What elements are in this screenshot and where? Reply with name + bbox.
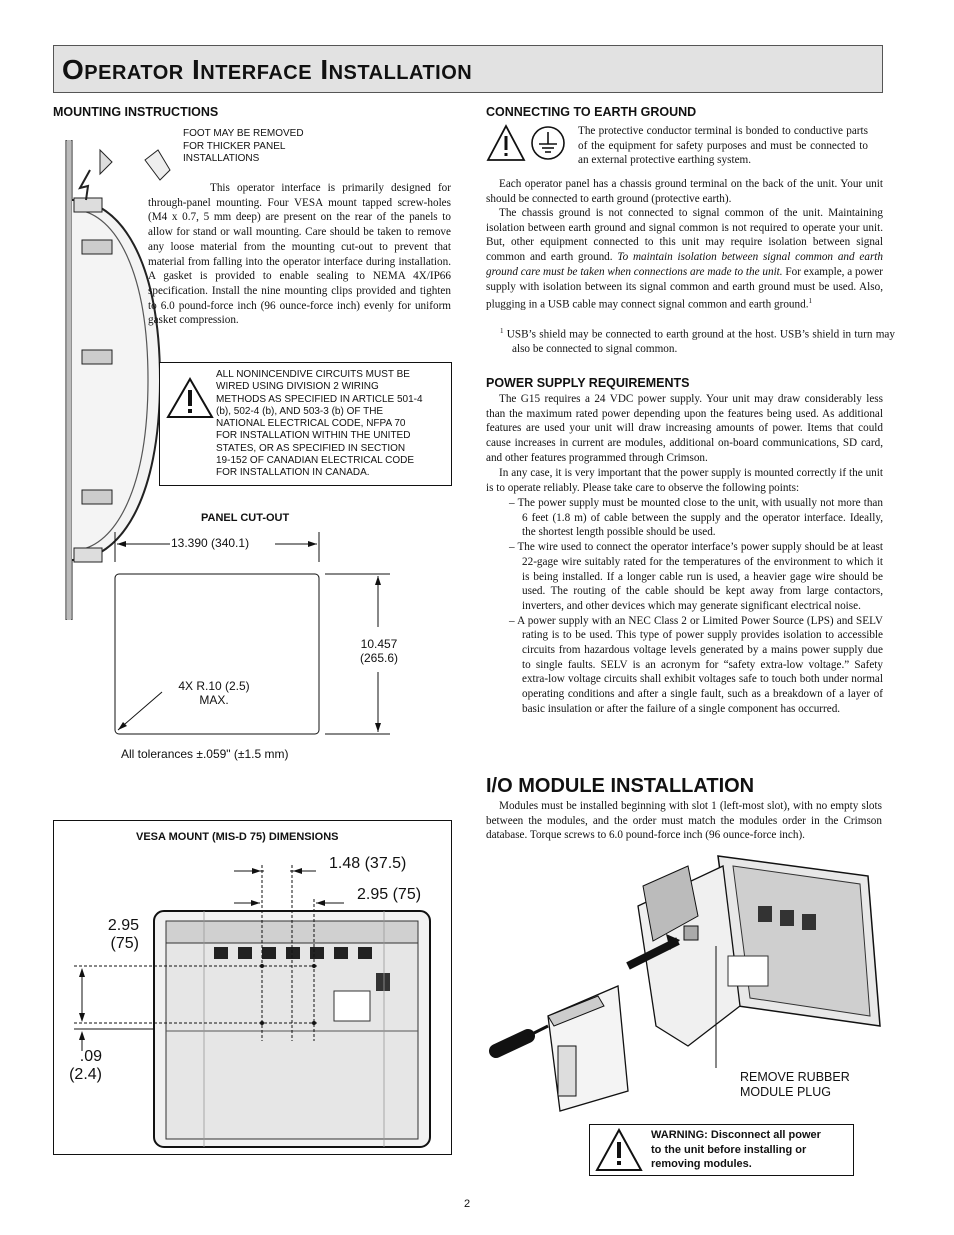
module-warning-line: WARNING: Disconnect all power (651, 1129, 821, 1141)
module-warning-box (589, 1124, 854, 1176)
power-bullets (486, 496, 883, 717)
nonincendive-warning-text (216, 369, 448, 480)
vesa-box (53, 820, 452, 1155)
foot-note-line: INSTALLATIONS (183, 153, 260, 164)
cutout-height-inch: 10.457 (360, 637, 398, 651)
vesa-dim-c (101, 917, 139, 953)
cutout-radius-label (168, 679, 260, 707)
vesa-heading: VESA MOUNT (MIS-D 75) DIMENSIONS (136, 831, 339, 843)
warning-triangle-icon (595, 1128, 643, 1172)
vesa-dim-a: 1.48 (37.5) (329, 855, 407, 872)
warning-line: FOR INSTALLATION WITHIN THE UNITED (216, 430, 411, 442)
protective-earth-icon (532, 127, 564, 159)
cutout-tolerance: All tolerances ±.059" (±1.5 mm) (121, 747, 289, 761)
earth-p2-italic: To maintain isolation between signal common and earth ground care must be taken when connections are made to the unit. (486, 251, 884, 278)
vesa-dim-d-mm: (2.4) (69, 1066, 102, 1083)
module-warning-line: to the unit before installing or (651, 1143, 807, 1156)
mounting-paragraph: This operator interface is primarily designed for through-panel mounting. Four VESA mount tapped screw-holes (M4 x 0.7, 5 mm deep) are present on the rear of the panels to allow for stand or wall mounting. Care should be taken to remove any loose material from the mounting cut-out to prevent that material from falling into the operator interface during installation. A gasket is provided to enable sealing to NEMA 4X/IP66 specification. Install the nine mounting clips provided and tighten to 6.0 pound-force inch (96 ounce-force inch) evenly for uniform gasket compression. (148, 182, 451, 327)
foot-note-line: FOOT MAY BE REMOVED (183, 128, 304, 139)
warning-line: NATIONAL ELECTRICAL CODE, NFPA 70 (216, 418, 406, 430)
cutout-height-label (355, 637, 403, 665)
earth-paragraph-2 (486, 206, 883, 313)
vesa-dim-d (64, 1048, 102, 1084)
power-paragraph-2: In any case, it is very important that the power supply is mounted correctly if the unit is to operate reliably. Please take care to observe the following points: (486, 467, 883, 494)
cutout-width-label: 13.390 (340.1) (171, 536, 250, 550)
vesa-dim-c-mm: (75) (110, 935, 139, 952)
page-title: Operator Interface Installation (62, 54, 473, 85)
vesa-dim-c-inch: 2.95 (107, 917, 139, 934)
cutout-height-mm: (265.6) (359, 651, 399, 665)
earth-heading: CONNECTING TO EARTH GROUND (486, 105, 697, 119)
io-paragraph: Modules must be installed beginning with slot 1 (left-most slot), with no empty slots between the modules, and the order must match the modules order in the Crimson database. Torque screws to 6.0 pound-force inch (96 ounce-force inch). (486, 800, 882, 842)
power-bullet: – A power supply with an NEC Class 2 or Limited Power Source (LPS) and SELV rating is to be used. This type of power supply provides isolation to accessible circuits from hazardous voltage levels generated by a mains power supply due to single faults. SELV is an acronym for “safety extra-low voltage.” Safety extra-low voltage circuits shall exhibit voltages safe to touch both under normal operating conditions and after a single fault, such as a breakdown of a layer of basic insulation or after the failure of a single component has occurred. (509, 614, 883, 715)
warning-line: STATES, OR AS SPECIFIED IN SECTION (216, 442, 406, 454)
earth-intro: The protective conductor terminal is bonded to conductive parts of the equipment for safety purposes and must be connected to an external protective earthing system. (578, 125, 868, 167)
cutout-radius-max: MAX. (199, 693, 229, 707)
power-bullet: – The wire used to connect the operator interface’s power supply should be at least 22-gage wire suitably rated for the temperatures of the environment to which it is being installed. If a longer cable run is used, a heavier gage wire should be used. The routing of the cable should be kept away from large contactors, inverters, and other devices which may generate significant electrical noise. (509, 541, 883, 612)
mounting-heading: MOUNTING INSTRUCTIONS (53, 105, 219, 119)
nonincendive-warning-box (159, 362, 452, 486)
warning-line: WIRED USING DIVISION 2 WIRING (216, 381, 379, 393)
earth-p2-start: The chassis ground is not connected to signal common of the unit. Maintaining isolation between earth ground and signal common is not required to operate your unit. But, other equipment connected to this unit may require isolation between signal common and earth ground. (486, 207, 883, 264)
earth-p2-end: For example, a power supply with isolation between its signal common and earth ground must be used. Also, plugging in a USB cable may connect signal common and earth ground. (486, 265, 883, 311)
warning-line: METHODS AS SPECIFIED IN ARTICLE 501-4 (216, 393, 423, 405)
warning-line: (b), 502-4 (b), AND 503-3 (b) OF THE (216, 405, 384, 417)
footnote-ref: 1 (808, 297, 812, 306)
title-banner (53, 45, 883, 93)
warning-line: 19-152 OF CANADIAN ELECTRICAL CODE (216, 455, 415, 467)
vesa-dim-d-inch: .09 (79, 1048, 102, 1065)
earth-paragraph-1: Each operator panel has a chassis ground terminal on the back of the unit. Your unit should be connected to earth ground (protective earth). (486, 178, 883, 205)
rubber-plug-label (740, 1070, 850, 1100)
module-warning-text (651, 1128, 851, 1172)
foot-removal-note (183, 128, 343, 166)
rubber-plug-line-2: MODULE PLUG (740, 1085, 831, 1099)
power-bullet: – The power supply must be mounted close to the unit, with usually not more than 6 feet (1.8 m) of cable between the supply and the operator interface. Ideally, the shortest length possible should be used. (509, 497, 883, 539)
vesa-dim-b: 2.95 (75) (357, 886, 422, 903)
footnote-mark: 1 (500, 327, 504, 335)
cutout-heading: PANEL CUT-OUT (201, 512, 290, 524)
earth-footnote (500, 324, 895, 357)
power-heading: POWER SUPPLY REQUIREMENTS (486, 376, 690, 390)
rubber-plug-line-1: REMOVE RUBBER (740, 1070, 850, 1084)
power-paragraph-1: The G15 requires a 24 VDC power supply. Your unit may draw considerably less than the maximum rated power depending upon the features being used. As additional features are used your unit will draw increasing amounts of power. Items that could cause increases in current are modules, additional on-board communications, SD card, and other features programmed through Crimson. (486, 393, 883, 464)
module-warning-line: removing modules. (651, 1158, 752, 1170)
warning-triangle-icon (166, 377, 214, 419)
cutout-radius-value: 4X R.10 (2.5) (178, 679, 250, 693)
page-number: 2 (464, 1198, 471, 1210)
warning-line: ALL NONINCENDIVE CIRCUITS MUST BE (216, 369, 410, 380)
warning-line: FOR INSTALLATION IN CANADA. (216, 467, 370, 479)
foot-note-line: FOR THICKER PANEL (183, 140, 286, 152)
footnote-text: USB’s shield may be connected to earth ground at the host. USB’s shield in turn may also be connected to signal common. (506, 328, 895, 356)
io-heading: I/O MODULE INSTALLATION (486, 775, 755, 797)
warning-triangle-icon (488, 126, 524, 160)
earth-icons (486, 124, 570, 164)
